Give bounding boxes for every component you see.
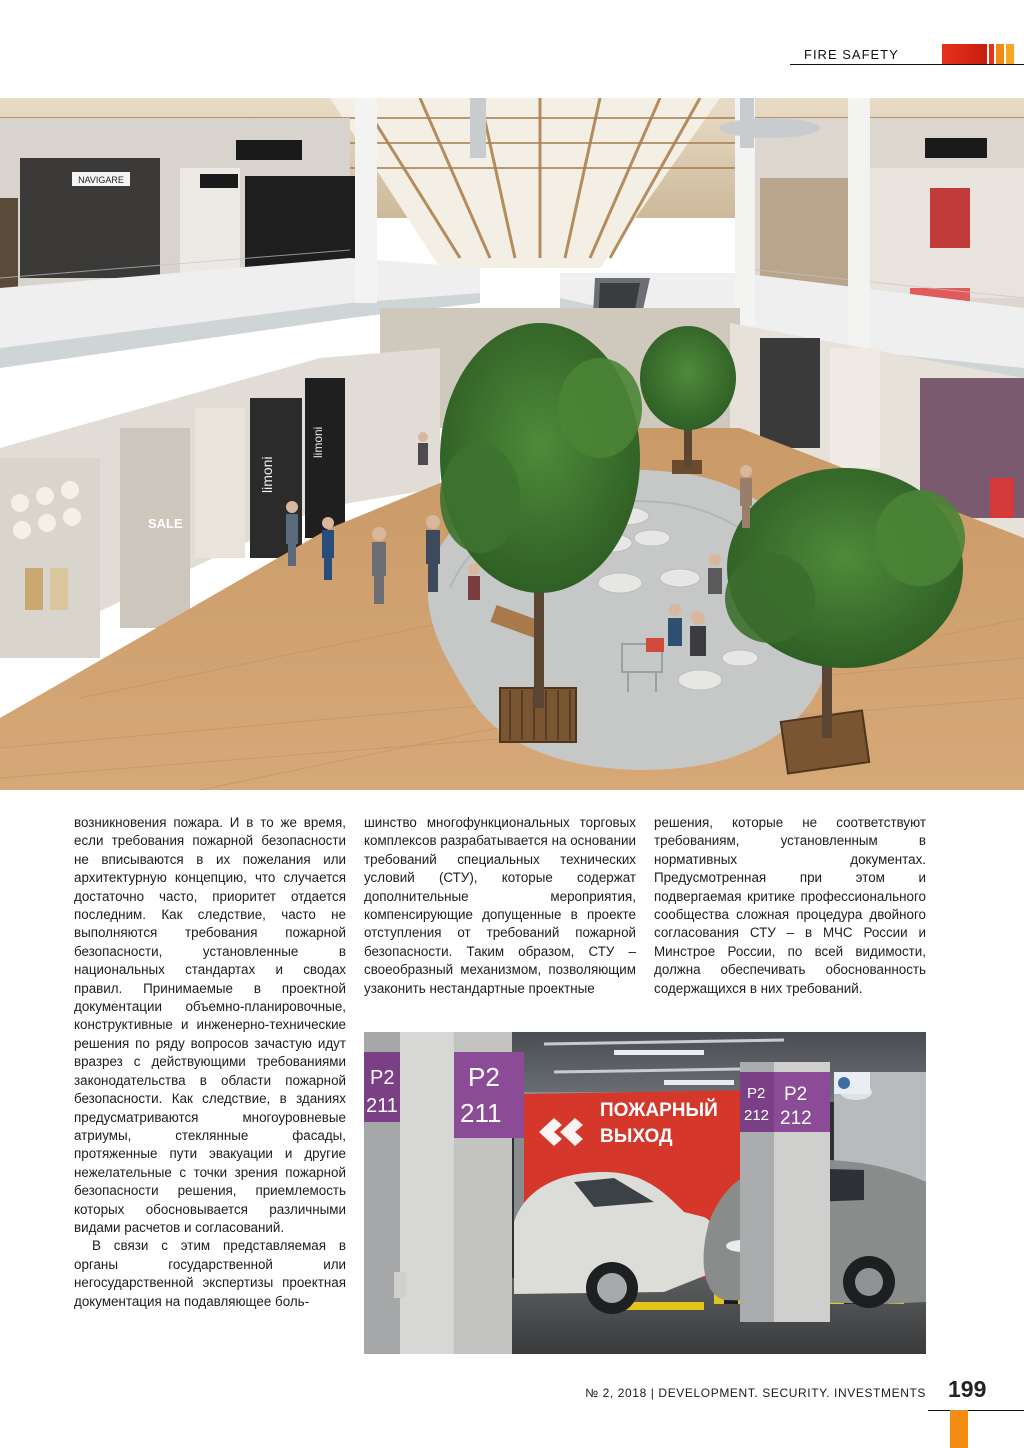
footer-accent-bar [950, 1410, 968, 1448]
accent-bar [996, 44, 1004, 64]
pillar-level-small: P2 [370, 1067, 395, 1089]
footer-rule [928, 1410, 1024, 1411]
accent-bar [1006, 44, 1014, 64]
pillar-number-small: 211 [366, 1095, 398, 1117]
article-column-1 [74, 814, 346, 1311]
article-paragraph: шинство многофункциональных торговых комплексов разрабатывается на основании требований специальных технических условий (СТУ), которые содержат дополнительные мероприятия, компенсирующие допущенные в проекте отступления от требований пожарной безопасности. Таким образом, СТУ – своеобразный механизмом, позволяющим узаконить нестандартные проектные [364, 815, 636, 996]
mall-atrium-photo [0, 98, 1024, 790]
article-paragraph: возникновения пожара. И в то же время, если требования пожарной безопасности не вписываются в их пожелания или архитектурную концепцию, что случается достаточно часто, приоритет отдается последним. Как следствие, часто не выполняются требования пожарной безопасности, установленные в национальных стандартах и сводах правил. Принимаемые в проектной документации объемно-планировочные, конструктивные и инженерно-технические решения по ряду вопросов зачастую идут вразрез с действующими требованиями законодательства в области пожарной безопасности. Как следствие, в зданиях предусматриваются многоуровневые атриумы, стеклянные фасады, протяженные пути эвакуации и другие нежелательные с точки зрения пожарной безопасности решения, приемлемость которых обосновывается различными видами расчетов и согласований. [74, 815, 346, 1235]
page-footer [0, 1376, 1024, 1448]
page-number: 199 [948, 1376, 987, 1402]
section-header [790, 44, 1024, 66]
store-sign: limoni [259, 456, 275, 493]
pillar-number-label: 211 [460, 1098, 502, 1128]
store-sign: NAVIGARE [78, 175, 124, 185]
issue-line: № 2, 2018 | DEVELOPMENT. SECURITY. INVESTMENTS [585, 1386, 926, 1400]
article-paragraph: В связи с этим представляемая в органы государственной или негосударственной экспертизы проектная документация на подавляющее боль- [74, 1238, 346, 1309]
accent-bar [942, 44, 987, 64]
fire-exit-sign-line1: ПОЖАРНЫЙ [600, 1100, 718, 1121]
store-sign: limoni [311, 426, 325, 458]
article-column-3 [654, 814, 926, 998]
accent-bar [989, 44, 994, 64]
fire-exit-sign-line2: ВЫХОД [600, 1126, 673, 1147]
parking-fire-exit-photo [364, 1032, 926, 1354]
section-label: FIRE SAFETY [804, 47, 899, 62]
store-sign: SALE [148, 516, 183, 531]
pillar-number-small: 212 [744, 1107, 770, 1124]
pillar-number-label: 212 [780, 1108, 812, 1129]
pillar-level-label: P2 [468, 1062, 500, 1092]
pillar-level-label: P2 [784, 1084, 808, 1105]
article-column-2 [364, 814, 636, 998]
article-paragraph: решения, которые не соответствуют требованиям, установленным в нормативных документах. Предусмотренная при этом и подвергаемая критике профессионального сообщества сложная процедура двойного согласования СТУ – в МЧС России и Минстрое России, по всей видимости, должна обеспечивать обоснованность содержащихся в них требований. [654, 815, 926, 996]
pillar-level-small: P2 [747, 1085, 766, 1102]
header-rule [790, 64, 1024, 65]
